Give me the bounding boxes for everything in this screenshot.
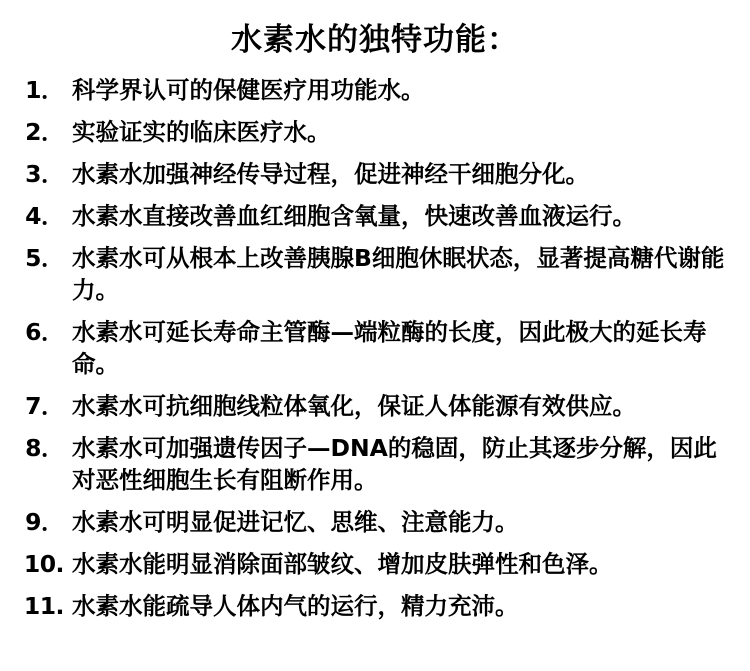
list-item-text: 水素水能明显消除面部皱纹、增加皮肤弹性和色泽。 bbox=[72, 549, 613, 578]
list-item-text: 水素水加强神经传导过程，促进神经干细胞分化。 bbox=[72, 160, 589, 189]
list-item bbox=[18, 433, 732, 497]
list-item bbox=[18, 549, 732, 581]
list-item-text: 水素水可抗细胞线粒体氧化，保证人体能源有效供应。 bbox=[72, 391, 636, 420]
list-item-text: 水素水可明显促进记忆、思维、注意能力。 bbox=[72, 507, 519, 536]
page-title: 水素水的独特功能： bbox=[231, 22, 519, 58]
list-item-number: 1． bbox=[25, 76, 64, 105]
list-item-number: 10. bbox=[23, 549, 64, 578]
list-item bbox=[18, 391, 732, 423]
list-item bbox=[18, 75, 732, 107]
list-item bbox=[18, 117, 732, 149]
list-item-text: 水素水可延长寿命主管酶—端粒酶的长度，因此极大的延长寿命。 bbox=[72, 317, 707, 378]
list-item-number: 3． bbox=[25, 160, 64, 189]
list-item bbox=[18, 243, 732, 307]
list-item bbox=[18, 317, 732, 381]
list-item-text: 水素水可从根本上改善胰腺B细胞休眠状态，显著提高糖代谢能力。 bbox=[72, 244, 725, 304]
list-item bbox=[18, 201, 732, 233]
list-item bbox=[18, 159, 732, 191]
list-item-number: 2． bbox=[25, 118, 64, 147]
list-item-text: 水素水直接改善血红细胞含氧量，快速改善血液运行。 bbox=[72, 202, 636, 231]
list-item-number: 8． bbox=[25, 433, 64, 462]
list-item-number: 9． bbox=[25, 507, 64, 536]
list-item-text: 水素水能疏导人体内气的运行，精力充沛。 bbox=[72, 591, 519, 620]
list-item-text: 科学界认可的保健医疗用功能水。 bbox=[72, 76, 425, 105]
list-item-text: 水素水可加强遗传因子—DNA的稳固，防止其逐步分解，因此对恶性细胞生长有阻断作用。 bbox=[72, 433, 717, 494]
list-item bbox=[18, 591, 732, 623]
list-item-number: 5． bbox=[25, 244, 64, 272]
list-item-text: 实验证实的临床医疗水。 bbox=[72, 118, 331, 147]
feature-list bbox=[18, 75, 732, 622]
list-item-number: 11. bbox=[23, 591, 64, 620]
list-item-number: 4． bbox=[25, 202, 64, 231]
list-item-number: 7． bbox=[25, 391, 64, 420]
list-item bbox=[18, 507, 732, 539]
list-item-number: 6． bbox=[25, 317, 64, 346]
